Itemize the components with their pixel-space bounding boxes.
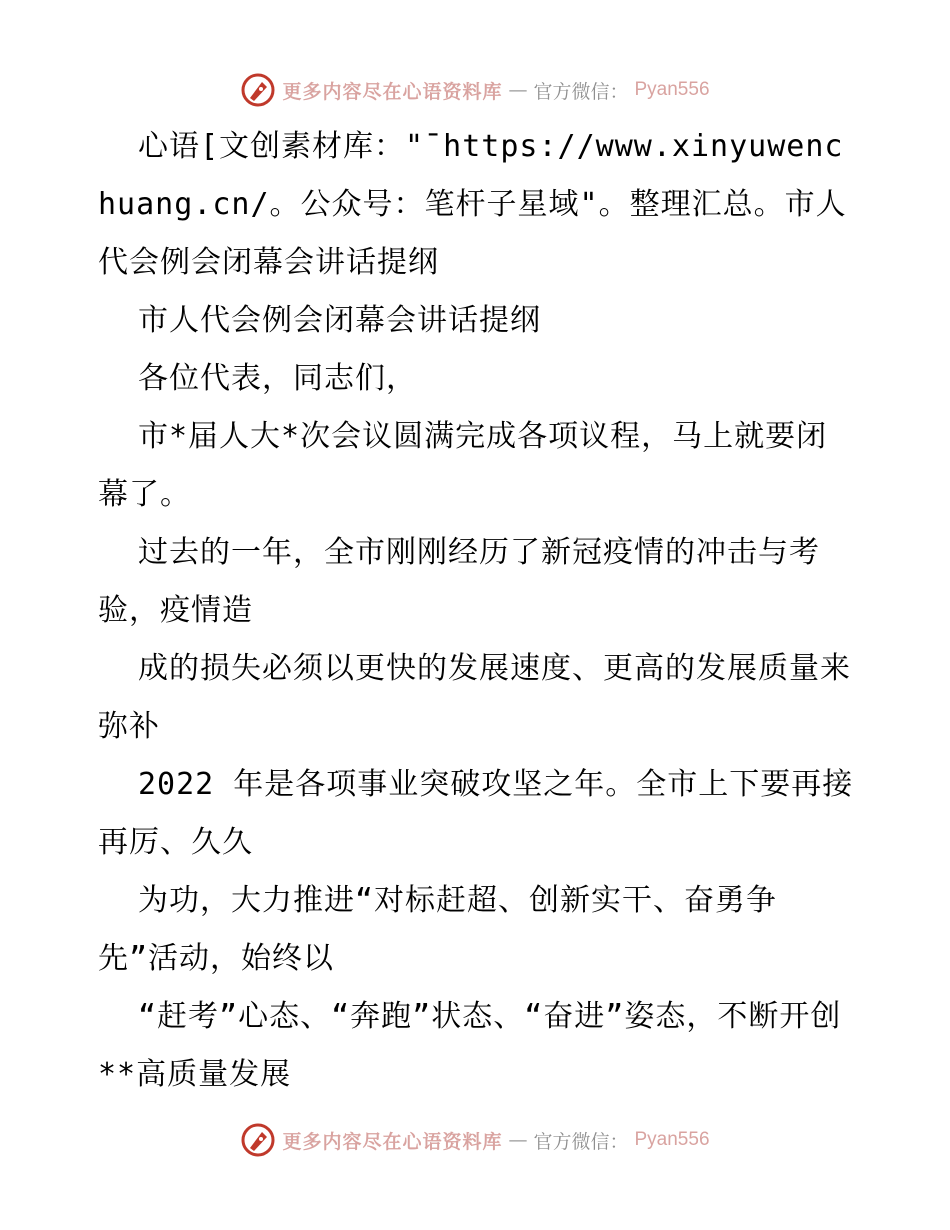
banner-slogan: 更多内容尽在心语资料库 xyxy=(282,80,503,103)
paragraph: 市*届人大*次会议圆满完成各项议程，马上就要闭幕了。 xyxy=(98,419,828,512)
banner-slogan: 更多内容尽在心语资料库 xyxy=(282,1130,503,1153)
banner-wechat-id: Pyan556 xyxy=(634,79,710,100)
paragraph: “赶考”心态、“奔跑”状态、“奋进”姿态，不断开创**高质量发展 xyxy=(98,999,842,1092)
header-banner xyxy=(0,70,950,110)
paragraph: 成的损失必须以更快的发展速度、更高的发展质量来弥补 xyxy=(98,651,851,744)
paragraph-salutation: 各位代表，同志们， xyxy=(138,361,417,396)
document-body xyxy=(98,118,858,1104)
pen-nib-logo-icon xyxy=(240,72,276,108)
paragraph: 为功，大力推进“对标赶超、创新实干、奋勇争先”活动，始终以 xyxy=(98,883,778,976)
banner-wechat-label: 官方微信： xyxy=(533,1130,629,1153)
paragraph-title: 市人代会例会闭幕会讲话提纲 xyxy=(138,303,541,338)
footer-banner xyxy=(0,1120,950,1160)
banner-separator: — xyxy=(508,1129,528,1151)
banner-wechat-id: Pyan556 xyxy=(634,1129,710,1150)
banner-separator: — xyxy=(508,79,528,101)
pen-nib-logo-icon xyxy=(240,1122,276,1158)
banner-wechat-label: 官方微信： xyxy=(533,80,629,103)
paragraph: 2022 年是各项事业突破攻坚之年。全市上下要再接再厉、久久 xyxy=(98,767,854,860)
paragraph-source-note: 心语[文创素材库："¯https://www.xinyuwenchuang.cn/。公众号：笔杆子星域"。整理汇总。市人代会例会闭幕会讲话提纲 xyxy=(98,129,847,280)
paragraph: 过去的一年，全市刚刚经历了新冠疫情的冲击与考验，疫情造 xyxy=(98,535,820,628)
